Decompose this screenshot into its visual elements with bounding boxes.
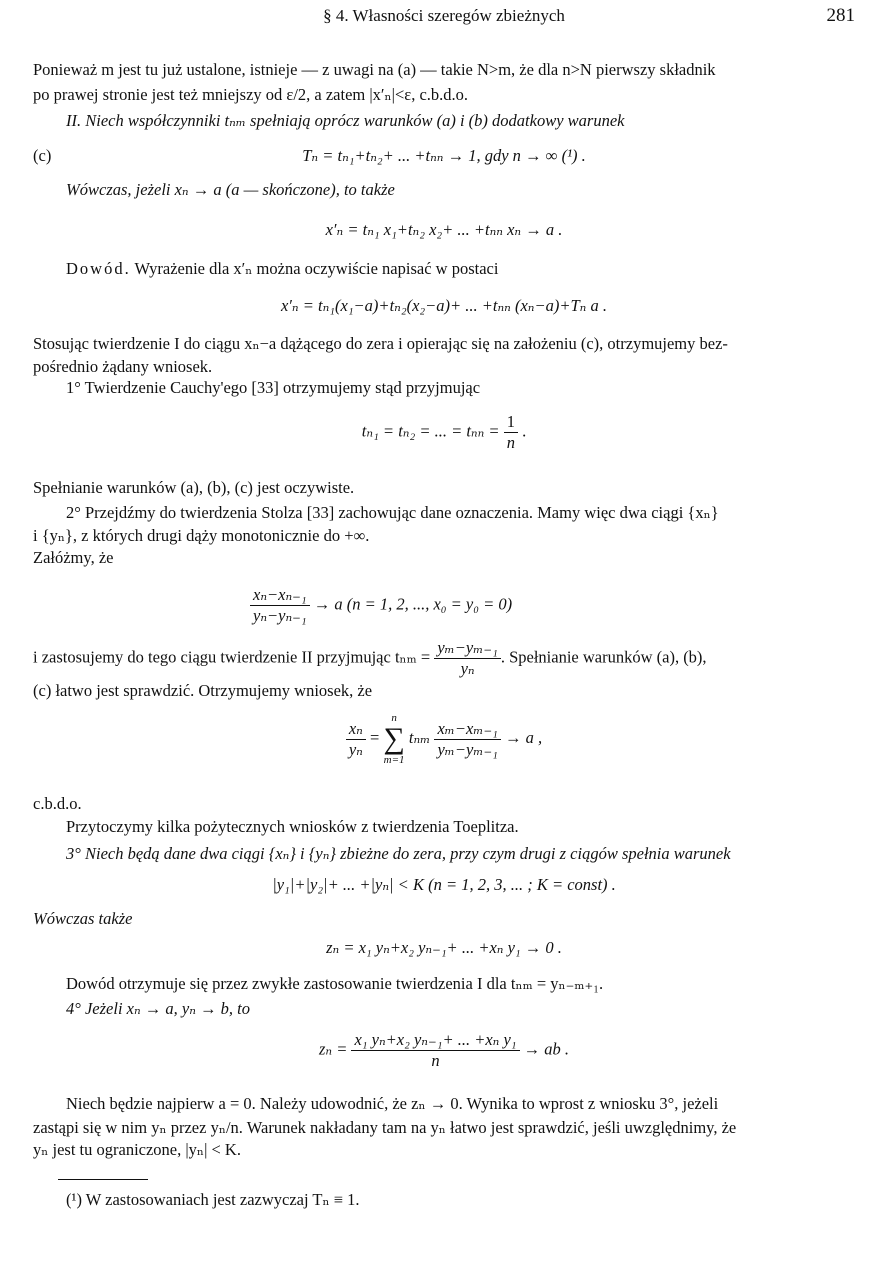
equation-label: (c) [33, 146, 52, 165]
denominator: yₘ−yₘ₋₁ [437, 739, 498, 759]
text: i zastosujemy do tego ciągu twierdzenie II przyjmując tₙₘ = [33, 647, 431, 667]
paragraph-line: Niech będzie najpierw a = 0. Należy udowodnić, że zₙ → 0. Wynika to wprost z wniosku 3°, jeżeli [66, 1094, 719, 1113]
paragraph-line: (c) łatwo jest sprawdzić. Otrzymujemy wniosek, że [33, 681, 373, 700]
equation-text: Tₙ = tₙ₁+tₙ₂+ ... +tₙₙ → 1, gdy n → ∞ (¹) . [302, 146, 586, 165]
paragraph-line: 1° Twierdzenie Cauchy'ego [33] otrzymujemy stąd przyjmując [66, 378, 481, 397]
coefficient: tₙₘ [408, 727, 431, 747]
equation-fraction [250, 585, 810, 626]
denominator: yₙ−yₙ₋₁ [253, 606, 307, 625]
paragraph-line: pośrednio żądany wniosek. [33, 357, 213, 376]
equation-end: . [522, 421, 527, 441]
numerator: xₘ−xₘ₋₁ [434, 719, 500, 740]
equation-end: → ab . [523, 1039, 570, 1059]
corollary-statement: 3° Niech będą dane dwa ciągi {xₙ} i {yₙ} zbieżne do zera, przy czym drugi z ciągów spełnia warunek [66, 844, 731, 863]
sum-lower: m=1 [383, 754, 405, 766]
paragraph-line: c.b.d.o. [33, 794, 82, 813]
paragraph-line: yₙ jest tu ograniczone, |yₙ| < K. [33, 1140, 241, 1159]
fraction [434, 638, 500, 679]
proof-text: Wyrażenie dla x′ₙ można oczywiście napisać w postaci [130, 259, 499, 278]
paragraph-line: 2° Przejdźmy do twierdzenia Stolza [33] zachowując dane oznaczenia. Mamy więc dwa ciągi {xₙ} [66, 503, 719, 522]
denominator: yₙ [460, 659, 475, 678]
equation-fraction [33, 412, 855, 453]
equals: = [369, 727, 380, 747]
paragraph-line: Dowód otrzymuje się przez zwykłe zastosowanie twierdzenia I dla tₙₘ = yₙ₋ₘ₊₁. [66, 974, 604, 993]
equation: x′ₙ = tₙ₁ x₁+tₙ₂ x₂+ ... +tₙₙ xₙ → a . [325, 220, 563, 239]
equation-sum [33, 712, 855, 766]
denominator: n [431, 1051, 440, 1070]
equation: x′ₙ = tₙ₁(x₁−a)+tₙ₂(x₂−a)+ ... +tₙₙ (xₙ−a)+Tₙ a . [280, 296, 607, 315]
paragraph-line: Wówczas także [33, 909, 133, 928]
paragraph-line [33, 638, 855, 679]
theorem-statement: II. Niech współczynniki tₙₘ spełniają oprócz warunków (a) i (b) dodatkowy warunek [66, 111, 625, 130]
numerator: xₙ−xₙ₋₁ [250, 585, 310, 606]
text: . Spełnianie warunków (a), (b), [500, 647, 707, 667]
fraction [504, 412, 518, 453]
paragraph-line: Załóżmy, że [33, 548, 114, 567]
sum-upper: n [391, 712, 397, 724]
equation: |y₁|+|y₂|+ ... +|yₙ| < K (n = 1, 2, 3, ... ; K = const) . [272, 875, 616, 894]
paragraph-line: Ponieważ m jest tu już ustalone, istnieje — z uwagi na (a) — takie N>m, że dla n>N pierwszy składnik [33, 60, 716, 79]
paragraph-line: i {yₙ}, z których drugi dąży monotonicznie do +∞. [33, 526, 370, 545]
proof-label: Dowód. [66, 259, 131, 278]
summation [383, 712, 404, 766]
header-title: § 4. Własności szeregów zbieżnych [323, 6, 565, 25]
page-number: 281 [826, 5, 855, 26]
equation-text: → a (n = 1, 2, ..., x₀ = y₀ = 0) [313, 594, 513, 614]
footnote: (¹) W zastosowaniach jest zazwyczaj Tₙ ≡ 1. [66, 1190, 360, 1209]
theorem-conclusion: Wówczas, jeżeli xₙ → a (a — skończone), to także [66, 180, 395, 199]
equation-c [33, 146, 855, 166]
paragraph-line: Przytoczymy kilka pożytecznych wniosków z twierdzenia Toeplitza. [66, 817, 519, 836]
equation: zₙ = x₁ yₙ+x₂ yₙ₋₁+ ... +xₙ y₁ → 0 . [326, 938, 562, 957]
fraction [346, 719, 366, 760]
numerator: 1 [504, 412, 518, 433]
numerator: yₘ−yₘ₋₁ [434, 638, 500, 659]
numerator: xₙ [346, 719, 366, 740]
equation-fraction [33, 1030, 855, 1071]
sum-symbol: ∑ [383, 722, 405, 755]
proof-paragraph [66, 259, 855, 279]
footnote-rule [58, 1179, 148, 1180]
fraction [434, 719, 500, 760]
equation-end: → a , [505, 727, 543, 747]
equation-text: zₙ = [318, 1039, 348, 1059]
paragraph-line: Spełnianie warunków (a), (b), (c) jest oczywiste. [33, 478, 355, 497]
paragraph-line: zastąpi się w nim yₙ przez yₙ/n. Warunek nakładany tam na yₙ łatwo jest sprawdzić, jeśli uwzględnimy, że [33, 1118, 737, 1137]
numerator: x₁ yₙ+x₂ yₙ₋₁+ ... +xₙ y₁ [351, 1030, 519, 1051]
paragraph-line: Stosując twierdzenie I do ciągu xₙ−a dążącego do zera i opierając się na założeniu (c), otrzymujemy bez- [33, 334, 728, 353]
fraction [250, 585, 310, 626]
fraction [351, 1030, 519, 1071]
denominator: n [506, 433, 515, 452]
equation-text: tₙ₁ = tₙ₂ = ... = tₙₙ = [361, 421, 500, 441]
denominator: yₙ [348, 739, 363, 759]
corollary-statement: 4° Jeżeli xₙ → a, yₙ → b, to [66, 999, 251, 1018]
paragraph-line: po prawej stronie jest też mniejszy od ε/2, a zatem |x′ₙ|<ε, c.b.d.o. [33, 85, 469, 104]
